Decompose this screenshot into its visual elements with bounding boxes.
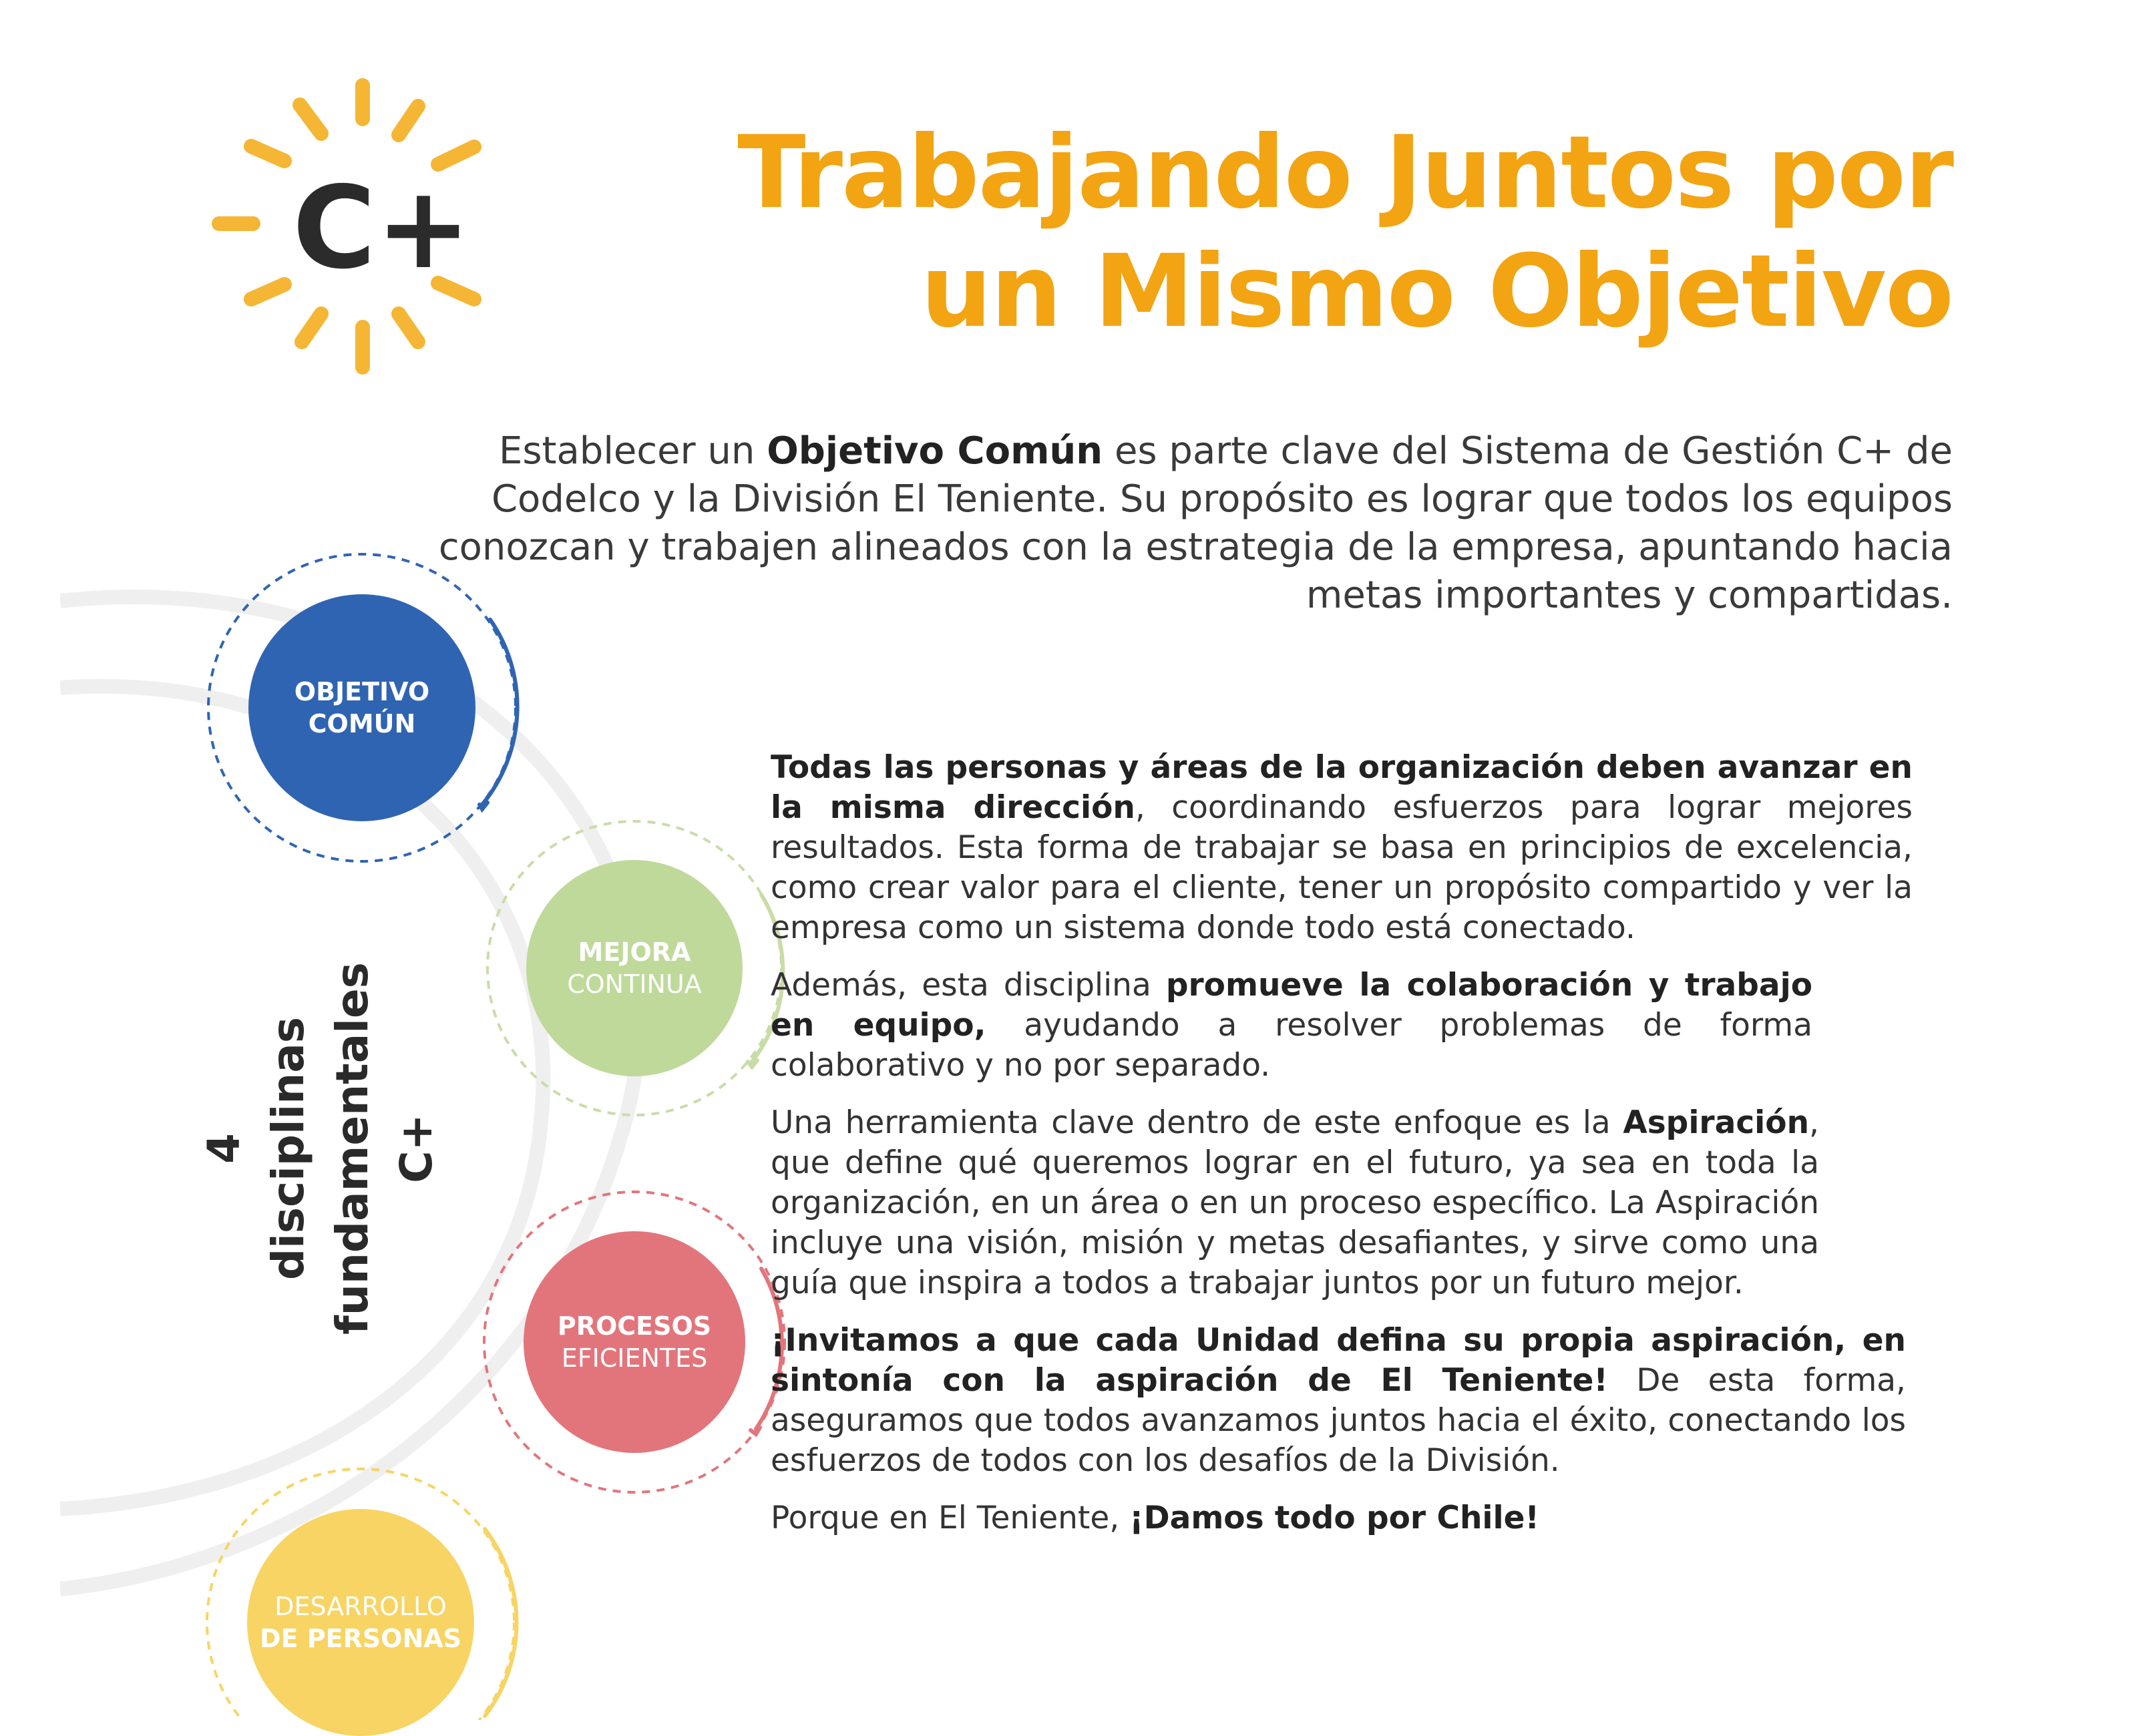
p5-text: Porque en El Teniente,	[771, 1500, 1130, 1536]
discipline-2-line-1: MEJORA	[578, 937, 691, 967]
disciplines-label-line-2: disciplinas	[262, 1016, 314, 1281]
logo-text: C+	[292, 162, 471, 294]
title-line-1: Trabajando Juntos por	[737, 115, 1953, 231]
discipline-4-line-1: DESARROLLO	[274, 1592, 447, 1621]
p1-bold: Todas las personas y áreas de la organización deben avanzar en la misma dirección	[771, 749, 1913, 826]
discipline-1-line-1: OBJETIVO	[294, 677, 430, 706]
p1-text: , coordinando esfuerzos para lograr mejores resultados. Esta forma de trabajar se basa en principios de excelencia, como crear valor para el cliente, tener un propósito compartido y ver la empresa como un sistema donde todo está conectado.	[771, 789, 1913, 946]
intro-text-2: es parte clave del Sistema de Gestión C+ de Codelco y la División El Teniente. Su propósito es lograr que todos los equipos conozcan y trabajen alineados con la estrategia de la empresa, apuntando hacia metas importantes y compartidas.	[438, 429, 1953, 617]
p2-bold: promueve la colaboración y trabajo en equipo,	[771, 967, 1813, 1044]
body-paragraph-3	[771, 1103, 1819, 1303]
p5-bold: ¡Damos todo por Chile!	[1129, 1500, 1539, 1536]
c-plus-sun-logo	[200, 67, 508, 387]
discipline-mejora-continua	[526, 860, 743, 1076]
disciplines-label-line-1: 4	[198, 1133, 250, 1164]
body-paragraph-5	[771, 1498, 1953, 1538]
disciplines-label-line-3: fundamentales	[327, 962, 378, 1335]
discipline-desarrollo-personas	[247, 1509, 474, 1736]
page-title	[737, 114, 1953, 351]
body-paragraph-4	[771, 1321, 1906, 1481]
disciplines-label-line-4: C+	[391, 1114, 442, 1183]
discipline-4-line-2: DE PERSONAS	[259, 1624, 462, 1653]
discipline-3-line-2: EFICIENTES	[561, 1343, 708, 1373]
discipline-1-line-2: COMÚN	[308, 709, 416, 738]
discipline-3-line-1: PROCESOS	[557, 1311, 712, 1341]
disciplines-label	[180, 895, 461, 1402]
body-paragraph-2	[771, 965, 1812, 1086]
intro-text-1: Establecer un	[498, 429, 767, 473]
intro-bold: Objetivo Común	[767, 429, 1103, 473]
p3-bold: Aspiración	[1623, 1104, 1810, 1141]
p2-text-1: Además, esta disciplina	[771, 967, 1166, 1004]
body-text	[771, 748, 1953, 1556]
p2-text-2: ayudando a resolver problemas de forma colaborativo y no por separado.	[771, 1007, 1813, 1084]
title-line-2: un Mismo Objetivo	[920, 234, 1953, 350]
p4-bold: ¡Invitamos a que cada Unidad defina su propia aspiración, en sintonía con la aspiración de El Teniente!	[771, 1322, 1906, 1399]
discipline-objetivo-comun	[248, 594, 475, 821]
p3-text-2: , que define qué queremos lograr en el futuro, ya sea en toda la organización, en un área o en un proceso específico. La Aspiración incluye una visión, misión y metas desafiantes, y sirve como una guía que inspira a todos a trabajar juntos por un futuro mejor.	[771, 1104, 1819, 1301]
p4-text: De esta forma, aseguramos que todos avanzamos juntos hacia el éxito, conectando los esfuerzos de todos con los desafíos de la División.	[771, 1362, 1906, 1479]
body-paragraph-1	[771, 748, 1913, 948]
p3-text-1: Una herramienta clave dentro de este enfoque es la	[771, 1104, 1623, 1141]
discipline-2-line-2: CONTINUA	[567, 969, 702, 999]
discipline-procesos-eficientes	[524, 1231, 745, 1453]
